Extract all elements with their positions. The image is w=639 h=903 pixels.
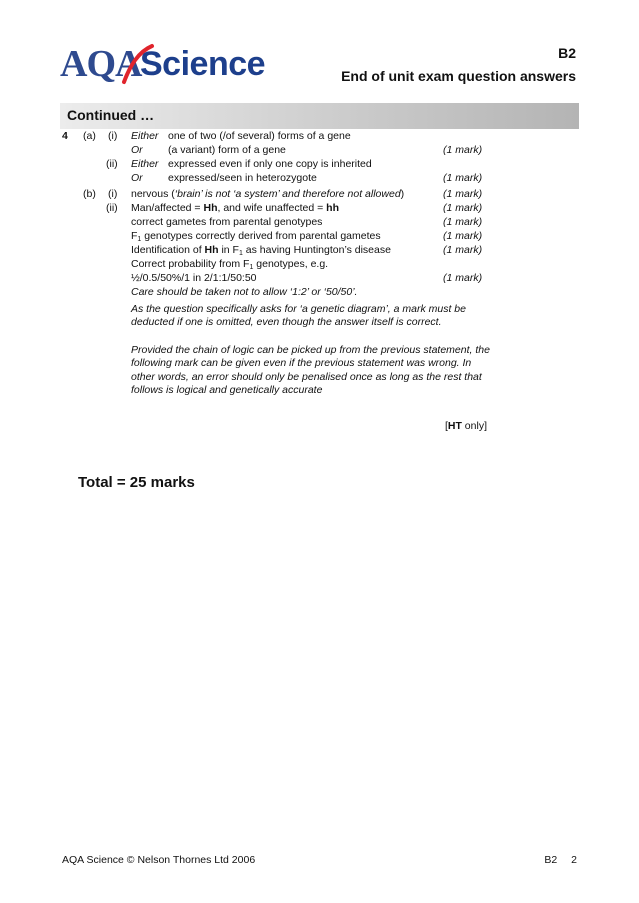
answer-text-part: Correct probability from F xyxy=(131,258,250,270)
footer-copyright: AQA Science © Nelson Thornes Ltd 2006 xyxy=(62,854,256,866)
answer-text xyxy=(131,243,391,257)
header-unit: B2 xyxy=(558,45,576,61)
subscript: 1 xyxy=(238,250,243,257)
either-keyword: Either xyxy=(131,130,159,142)
answer-text-part: Man/affected = xyxy=(131,202,204,214)
mark-label: (1 mark) xyxy=(443,144,483,156)
continued-label: Continued … xyxy=(67,107,155,123)
logo-aqa-text: AQA xyxy=(60,43,142,85)
part-b-i-label: (i) xyxy=(108,188,118,200)
part-a-ii-label: (ii) xyxy=(106,158,118,170)
ht-bracket: [ xyxy=(444,420,448,432)
mark-label: (1 mark) xyxy=(443,244,483,256)
genotype: Hh xyxy=(204,244,219,256)
or-keyword: Or xyxy=(131,172,143,184)
answer-text: (a variant) form of a gene xyxy=(168,144,286,156)
answer-text xyxy=(131,187,404,201)
marking-guidance-paragraph: Provided the chain of logic can be picked up from the previous statement, the following mark can be given even if the previous statement was wrong. In other words, an error should only be penalised once as long as the rest that follows is logical and genetically accurate xyxy=(131,344,490,397)
either-keyword: Either xyxy=(131,158,159,170)
part-a-label: (a) xyxy=(83,130,96,142)
answer-text: expressed/seen in heterozygote xyxy=(168,172,317,184)
answer-note: ‘brain’ is not ‘a system’ and therefore not allowed xyxy=(174,188,401,200)
genotype: hh xyxy=(326,202,339,214)
answer-text-part: ) xyxy=(400,188,405,200)
logo-science-text: Science xyxy=(140,45,266,83)
answer-text xyxy=(131,229,381,243)
mark-label: (1 mark) xyxy=(443,188,483,200)
answer-text xyxy=(131,257,328,271)
header-title: End of unit exam question answers xyxy=(341,68,576,84)
page-number: 2 xyxy=(571,854,577,866)
answer-text-part: , and wife unaffected = xyxy=(217,202,327,214)
answer-text-part: as having Huntington’s disease xyxy=(242,244,391,256)
part-b-label: (b) xyxy=(83,188,96,200)
mark-label: (1 mark) xyxy=(443,172,483,184)
genotype: Hh xyxy=(203,202,218,214)
answer-text: ½/0.5/50%/1 in 2/1:1/50:50 xyxy=(131,272,257,284)
mark-label: (1 mark) xyxy=(443,230,483,242)
subscript: 1 xyxy=(249,264,254,271)
mark-label: (1 mark) xyxy=(443,216,483,228)
part-a-i-label: (i) xyxy=(108,130,118,142)
subscript: 1 xyxy=(137,236,142,243)
mark-label: (1 mark) xyxy=(443,272,483,284)
answer-text: expressed even if only one copy is inherited xyxy=(168,158,372,170)
answer-text-part: nervous ( xyxy=(131,188,175,200)
mark-label: (1 mark) xyxy=(443,202,483,214)
answer-text-part: F xyxy=(131,230,138,242)
marking-note: Care should be taken not to allow ‘1:2’ or ‘50/50’. xyxy=(131,286,358,298)
answer-text: one of two (/of several) forms of a gene xyxy=(168,130,351,142)
part-b-ii-label: (ii) xyxy=(106,202,118,214)
marking-guidance-paragraph: As the question specifically asks for ‘a genetic diagram’, a mark must be deducted if one is omitted, even though the answer itself is correct. xyxy=(131,303,466,329)
answer-text: correct gametes from parental genotypes xyxy=(131,216,323,228)
question-number: 4 xyxy=(62,130,68,142)
or-keyword: Or xyxy=(131,144,143,156)
section-bar xyxy=(60,103,579,129)
ht-rest: only] xyxy=(461,420,487,432)
answer-text-part: in F xyxy=(218,244,239,256)
higher-tier-label xyxy=(445,419,487,433)
answer-text-part: genotypes, e.g. xyxy=(253,258,329,270)
footer-right xyxy=(544,854,577,866)
ht-abbrev: HT xyxy=(447,420,462,432)
answer-text-part: genotypes correctly derived from parental gametes xyxy=(141,230,381,242)
answer-text xyxy=(131,201,339,215)
total-marks: Total = 25 marks xyxy=(78,474,195,491)
footer-unit: B2 xyxy=(544,854,558,866)
answer-text-part: Identification of xyxy=(131,244,205,256)
